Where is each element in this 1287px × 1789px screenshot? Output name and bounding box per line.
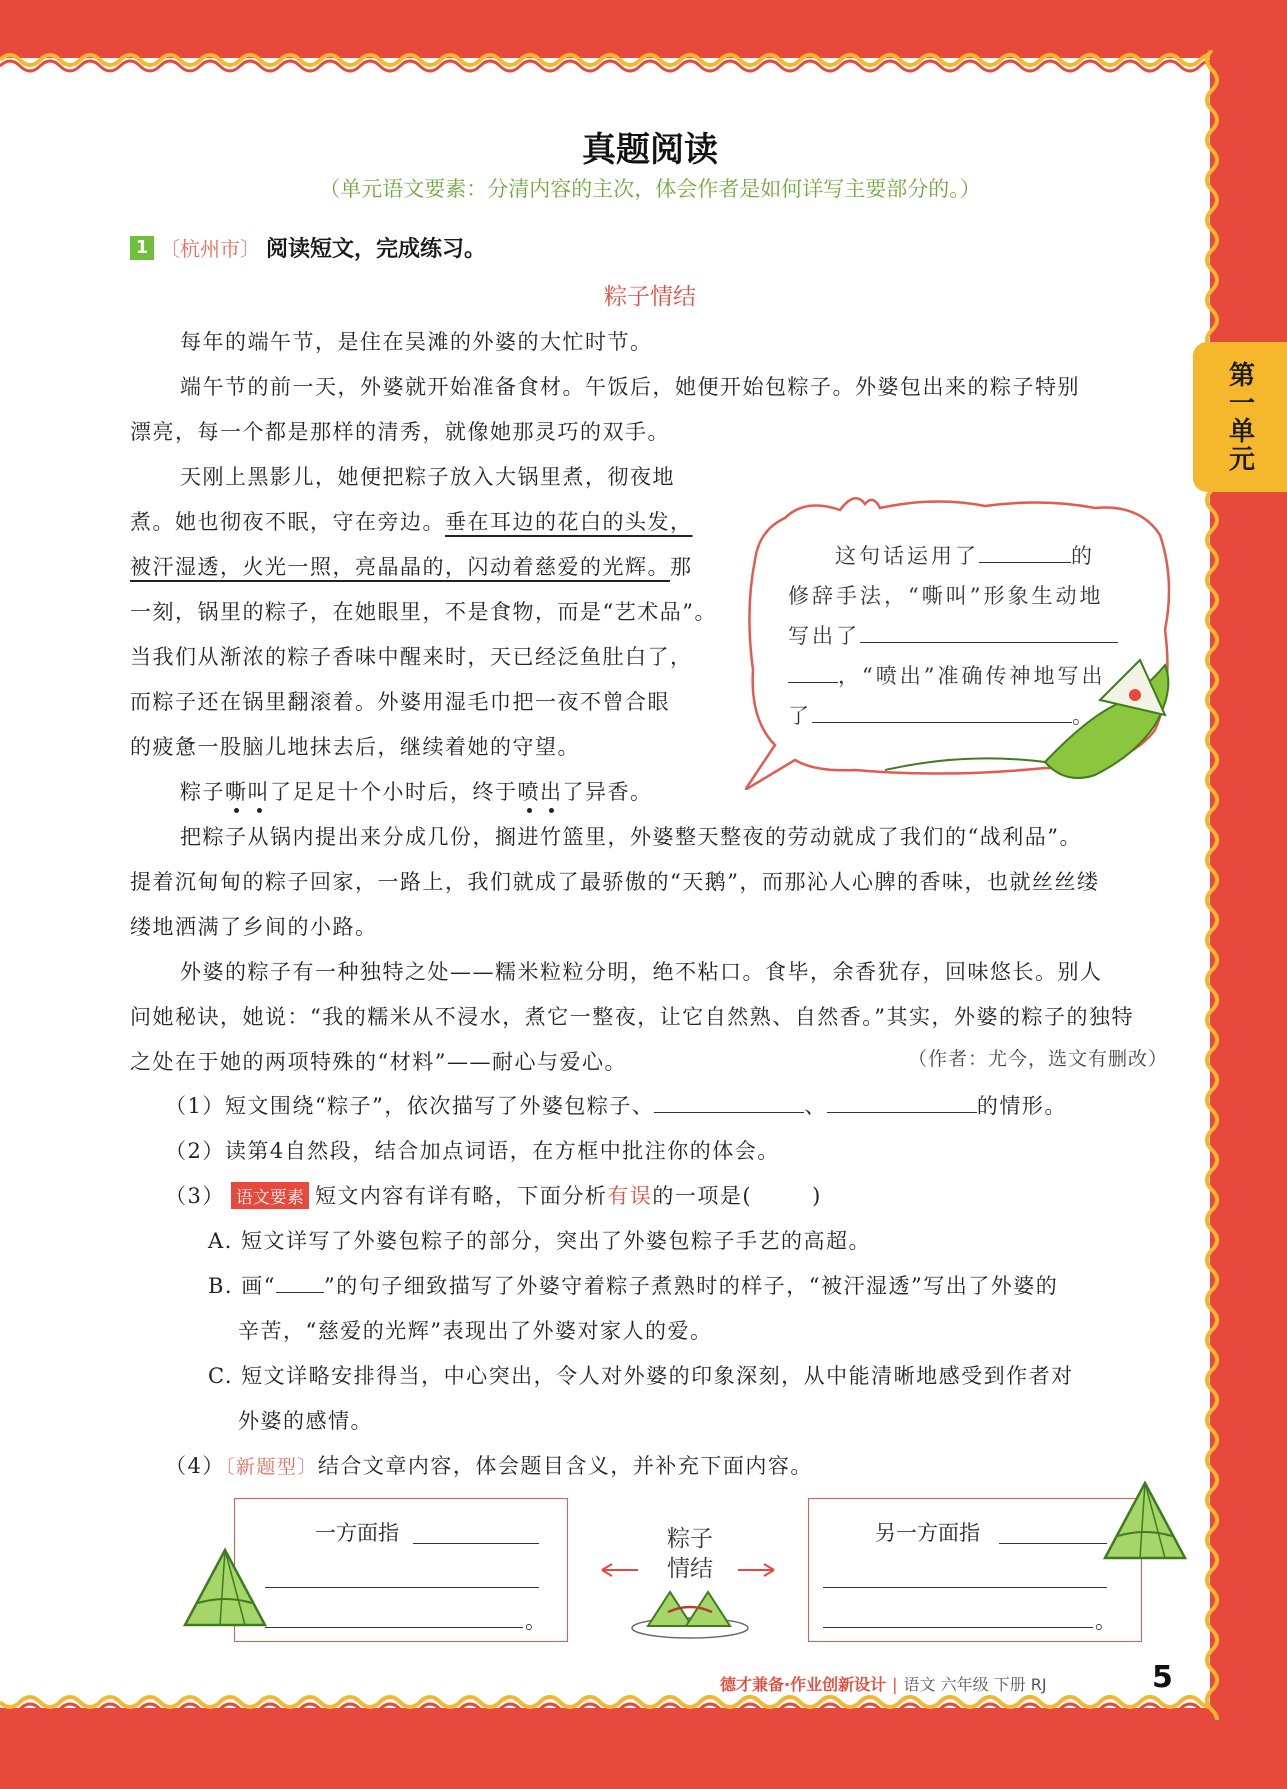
answer-blank[interactable]: [860, 620, 1118, 643]
answer-blank[interactable]: [823, 1627, 1093, 1628]
bubble-text: 了: [788, 704, 812, 728]
new-type-tag: 〔新题型〕: [224, 1456, 318, 1478]
answer-blank[interactable]: [654, 1090, 804, 1113]
left-answer-box: [234, 1498, 568, 1642]
story-line: 而粽子还在锅里翻滚着。外婆用湿毛巾把一夜不曾合眼: [130, 690, 670, 714]
story-line-group: [130, 506, 693, 536]
bubble-text: 写出了: [788, 624, 860, 648]
story-line: 缕地洒满了乡间的小路。: [130, 915, 378, 939]
story-text: 粽子: [180, 780, 225, 804]
story-line: 端午节的前一天，外婆就开始准备食材。午饭后，她便开始包粽子。外婆包出来的粽子特别: [180, 375, 1080, 399]
underline-sample: [276, 1270, 324, 1293]
story-text: 了异香。: [562, 780, 653, 804]
story-line: 每年的端午节，是住在吴滩的外婆的大忙时节。: [180, 330, 653, 354]
question-text: 短文内容有详有略，下面分析: [314, 1184, 608, 1208]
dotted-word: [518, 780, 563, 804]
answer-blank[interactable]: [788, 660, 838, 683]
unit-side-tab: [1193, 342, 1287, 492]
question-text: （4）: [165, 1454, 225, 1478]
option-c: C. 短文详略安排得当，中心突出，令人对外婆的印象深刻，从中能清晰地感受到作者对: [208, 1364, 1074, 1388]
bubble-text: 这句话运用了: [835, 544, 979, 568]
story-line: 把粽子从锅内提出来分成几份，搁进竹篮里，外婆整天整夜的劳动就成了我们的“战利品”。: [180, 825, 1082, 849]
bubble-line: [788, 700, 1096, 730]
bubble-line: [835, 540, 1095, 570]
question-text: 的一项是(: [652, 1184, 753, 1208]
dotted-char: 叫: [247, 780, 270, 804]
story-line: 当我们从渐浓的粽子香味中醒来时，天已经泛鱼肚白了，: [130, 645, 693, 669]
option-text: ”的句子细致描写了外婆守着粽子煮熟时的样子，“被汗湿透”写出了外婆的: [324, 1274, 1059, 1298]
dotted-char: 喷: [517, 780, 540, 804]
story-text: 煮。她也彻夜不眠，守在旁边。: [130, 510, 445, 534]
bubble-text: 。: [1072, 704, 1096, 728]
option-b-cont: 辛苦，“慈爱的光辉”表现出了外婆对家人的爱。: [238, 1319, 713, 1343]
dotted-word: [225, 780, 270, 804]
answer-blank[interactable]: [265, 1627, 523, 1628]
end-mark: 。: [525, 1609, 546, 1633]
question-source: 〔杭州市〕: [160, 237, 260, 261]
zongzi-icon: [1100, 1478, 1190, 1568]
question-header: [130, 232, 486, 263]
answer-blank[interactable]: [999, 1543, 1107, 1544]
footer-brand: 德才兼备·作业创新设计: [720, 1675, 887, 1694]
answer-blank[interactable]: [979, 540, 1071, 563]
story-line: 问她秘诀，她说：“我的糯米从不浸水，煮它一整夜，让它自然熟、自然香。”其实，外婆的粽子的独特: [130, 1005, 1134, 1029]
answer-blank[interactable]: [823, 1587, 1107, 1588]
left-box-label: 一方面指: [315, 1521, 399, 1545]
story-line: 漂亮，每一个都是那样的清秀，就像她那灵巧的双手。: [130, 420, 670, 444]
bubble-text: ，“喷出”准确传神地写出: [838, 664, 1106, 688]
emphasis-text: 有误: [607, 1184, 653, 1208]
option-a: A. 短文详写了外婆包粽子的部分，突出了外婆包粽子手艺的高超。: [208, 1229, 872, 1253]
answer-blank[interactable]: [265, 1587, 539, 1588]
zongzi-plate-icon: [628, 1582, 752, 1640]
dotted-char: 出: [540, 780, 563, 804]
question-1: [165, 1090, 1067, 1120]
story-text: 那: [670, 555, 693, 579]
story-line: 提着沉甸甸的粽子回家，一路上，我们就成了最骄傲的“天鹅”，而那沁人心脾的香味，也就丝丝缕: [130, 870, 1100, 894]
footer-separator: |: [892, 1675, 898, 1694]
center-label-line: 情结: [667, 1556, 713, 1582]
unit-tab-label: 第一单元: [1224, 361, 1255, 473]
wavy-border-top: [0, 46, 1210, 76]
question-text: （1）短文围绕“粽子”，依次描写了外婆包粽子、: [165, 1094, 655, 1118]
wavy-border-bottom: [0, 1692, 1210, 1722]
question-instruction: 阅读短文，完成练习。: [266, 237, 487, 262]
story-line: 一刻，锅里的粽子，在她眼里，不是食物，而是“艺术品”。: [130, 600, 717, 624]
page-number: 5: [1152, 1660, 1173, 1695]
center-label-line: 粽子: [667, 1526, 713, 1552]
page-footer: [720, 1672, 1047, 1695]
author-credit: （作者：尤今，选文有删改）: [908, 1048, 1169, 1070]
bubble-line: [788, 620, 1118, 650]
story-text: 了足足十个小时后，终于: [270, 780, 518, 804]
question-text: 结合文章内容，体会题目含义，并补充下面内容。: [317, 1454, 813, 1478]
option-c-cont: 外婆的感情。: [238, 1409, 373, 1433]
question-2: （2）读第4自然段，结合加点词语，在方框中批注你的体会。: [165, 1139, 780, 1163]
option-text: B. 画“: [208, 1274, 277, 1298]
story-line-dotted: [180, 776, 653, 806]
story-line: 天刚上黑影儿，她便把粽子放入大锅里煮，彻夜地: [180, 465, 675, 489]
option-b: [208, 1270, 1058, 1300]
page-subtitle: （单元语文要素：分清内容的主次，体会作者是如何详写主要部分的。）: [319, 177, 981, 201]
right-box-label: 另一方面指: [875, 1521, 980, 1545]
story-line: 外婆的粽子有一种独特之处——糯米粒粒分明，绝不粘口。食毕，余香犹存，回味悠长。别人: [180, 960, 1103, 984]
question-number-badge: 1: [130, 236, 154, 260]
story-line: 之处在于她的两项特殊的“材料”——耐心与爱心。: [130, 1050, 627, 1074]
story-line: 的疲惫一股脑儿地抹去后，继续着她的守望。: [130, 735, 580, 759]
bubble-line: [788, 660, 1105, 690]
answer-blank[interactable]: [413, 1543, 539, 1544]
answer-blank[interactable]: [812, 700, 1072, 723]
underlined-sentence: 被汗湿透，火光一照，亮晶晶的，闪动着慈爱的光辉。: [130, 555, 670, 579]
arrows-icon: [598, 1560, 778, 1580]
page-title: 真题阅读: [582, 130, 718, 170]
bubble-text: 的: [1071, 544, 1095, 568]
question-text: （3）: [165, 1184, 225, 1208]
end-mark: 。: [1095, 1609, 1116, 1633]
story-line-group: [130, 551, 693, 581]
footer-meta: 语文 六年级 下册 RJ: [903, 1675, 1047, 1694]
question-text: 、: [804, 1094, 827, 1118]
right-answer-box: [808, 1498, 1142, 1642]
question-3: [165, 1180, 822, 1210]
bubble-line: 修辞手法，“嘶叫”形象生动地: [788, 584, 1104, 608]
question-text: 的情形。: [976, 1094, 1067, 1118]
chinese-element-tag: 语文要素: [231, 1182, 309, 1209]
question-text: ): [812, 1184, 822, 1208]
answer-blank[interactable]: [827, 1090, 977, 1113]
story-title: 粽子情结: [604, 284, 696, 310]
zongzi-icon: [180, 1545, 270, 1635]
question-4: [165, 1450, 813, 1480]
underlined-sentence: 垂在耳边的花白的头发，: [445, 510, 693, 534]
dotted-char: 嘶: [225, 780, 248, 804]
